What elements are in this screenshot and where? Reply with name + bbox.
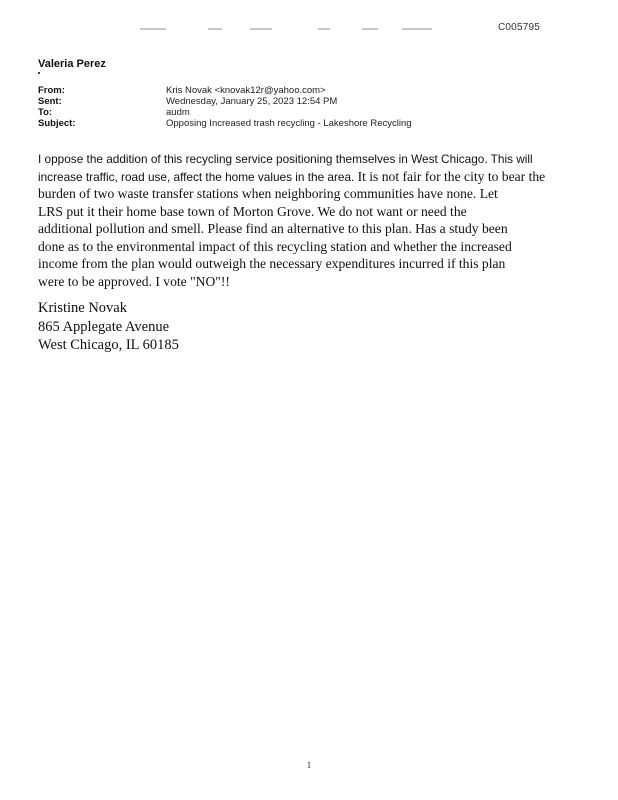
body-text-serif: income from the plan would outweigh the necessary expenditures incurred if this plan	[38, 256, 506, 271]
body-text-sans: increase traffic, road use, affect the home values in the area.	[38, 169, 358, 184]
sent-label: Sent:	[38, 96, 62, 107]
signature-name: Kristine Novak	[38, 300, 127, 316]
body-line	[38, 273, 586, 291]
page-number: 1	[306, 760, 312, 770]
body-text-serif: additional pollution and smell. Please find an alternative to this plan. Has a study been	[38, 221, 508, 236]
email-body	[38, 150, 586, 290]
from-value: Kris Novak <knovak12r@yahoo.com>	[166, 85, 326, 96]
sent-value: Wednesday, January 25, 2023 12:54 PM	[166, 96, 338, 107]
faint-mark	[318, 28, 330, 30]
signature-block	[38, 299, 179, 355]
document-id: C005795	[498, 22, 540, 33]
body-line	[38, 203, 586, 221]
body-text-serif: burden of two waste transfer stations when neighboring communities have none. Let	[38, 186, 498, 201]
to-label: To:	[38, 107, 53, 118]
from-label: From:	[38, 85, 65, 96]
sender-name: Valeria Perez	[38, 58, 106, 70]
body-text-serif: were to be approved. I vote "NO"!!	[38, 273, 230, 289]
body-line	[38, 255, 586, 273]
body-text-sans: I oppose the addition of this recycling service positioning themselves in West Chicago. This will	[38, 152, 533, 166]
faint-header-marks	[140, 26, 440, 34]
faint-mark	[362, 28, 378, 30]
body-text-serif: It is not fair for the city to bear the	[357, 168, 546, 184]
body-line	[38, 185, 586, 203]
body-text-serif: done as to the environmental impact of this recycling station and whether the increased	[38, 238, 512, 254]
body-line	[38, 238, 586, 256]
signature-street: 865 Applegate Avenue	[38, 318, 170, 335]
body-line	[38, 220, 586, 238]
to-value: audm	[166, 107, 190, 118]
subject-label: Subject:	[38, 118, 76, 129]
body-line	[38, 150, 586, 168]
header-rule	[38, 72, 40, 74]
signature-city: West Chicago, IL 60185	[38, 337, 179, 353]
body-line	[38, 168, 586, 186]
faint-mark	[250, 28, 272, 30]
body-text-serif: LRS put it their home base town of Morton Grove. We do not want or need the	[38, 203, 467, 219]
subject-value: Opposing Increased trash recycling - Lakeshore Recycling	[166, 118, 412, 129]
faint-mark	[402, 28, 432, 30]
faint-mark	[208, 28, 222, 30]
faint-mark	[140, 28, 166, 30]
